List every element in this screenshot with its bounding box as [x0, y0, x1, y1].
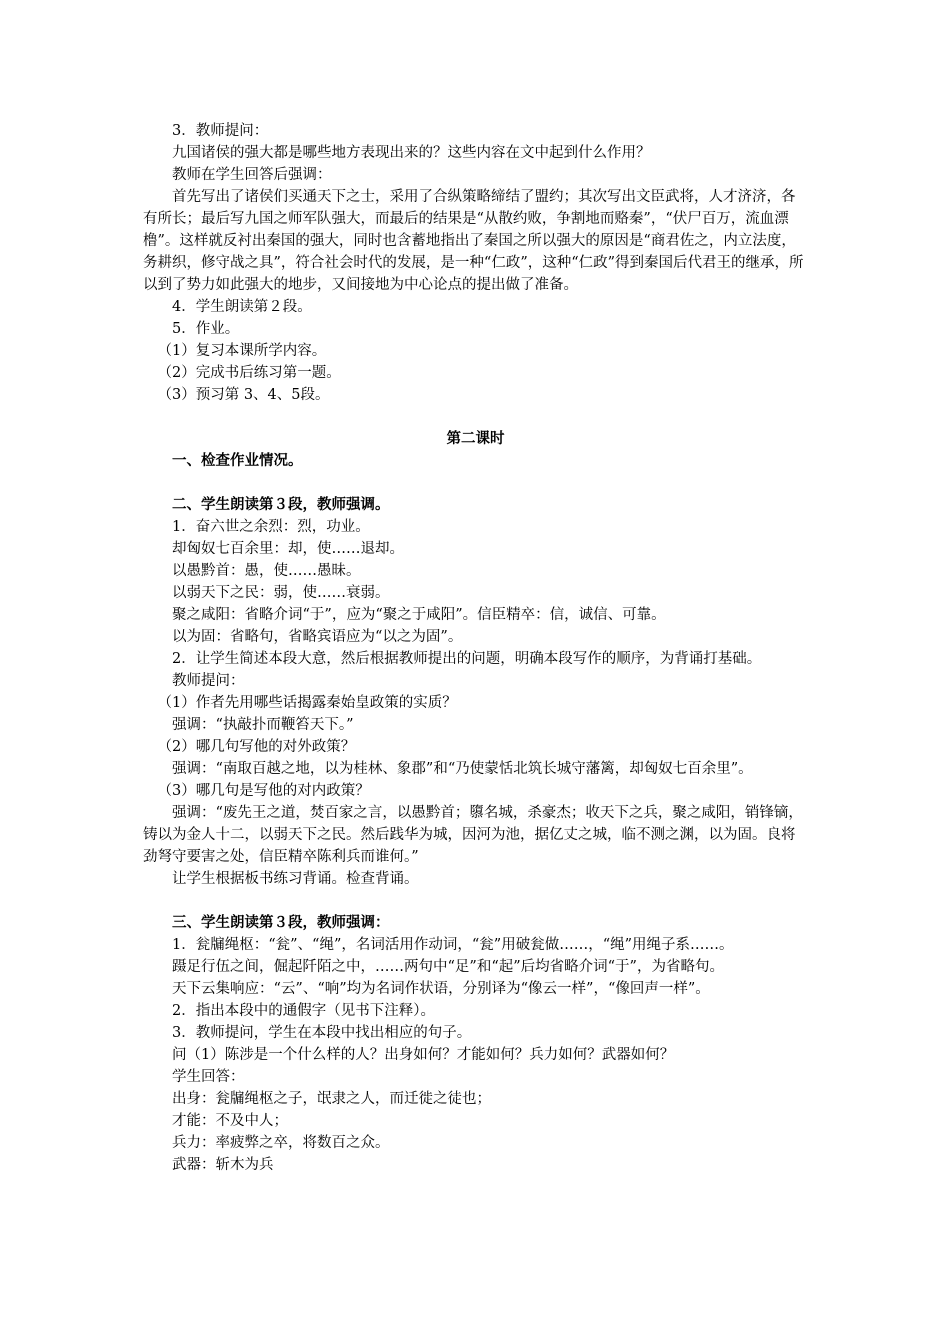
section-heading: 一、检查作业情况。 [172, 452, 303, 469]
paragraph: 1．瓮牖绳枢：“瓮”、“绳”，名词活用作动词，“瓮”用破瓮做……，“绳”用绳子系……。 [172, 937, 734, 953]
paragraph: 兵力：率疲弊之卒，将数百之众。 [172, 1135, 390, 1151]
paragraph: 才能：不及中人； [172, 1113, 288, 1129]
paragraph: （1）复习本课所学内容。 [157, 343, 327, 359]
paragraph: 聚之咸阳：省略介词“于”，应为“聚之于咸阳”。信臣精卒：信，诚信、可靠。 [172, 607, 666, 623]
paragraph: 教师在学生回答后强调： [172, 167, 332, 183]
document-body [143, 120, 808, 1176]
paragraph: 武器：斩木为兵 [172, 1157, 274, 1173]
paragraph: 问（1）陈涉是一个什么样的人？出身如何？才能如何？兵力如何？武器如何？ [172, 1047, 675, 1063]
paragraph: 2．指出本段中的通假字（见书下注释）。 [172, 1003, 435, 1019]
paragraph: 1．奋六世之余烈：烈，功业。 [172, 519, 370, 535]
paragraph: 蹑足行伍之间，倔起阡陌之中，……两句中“足”和“起”后均省略介词“于”，为省略句。 [172, 959, 724, 975]
paragraph: 5．作业。 [172, 321, 240, 337]
paragraph: 强调：“执敲扑而鞭笞天下。” [172, 717, 354, 733]
paragraph: 出身：瓮牖绳枢之子，氓隶之人，而迁徙之徒也； [172, 1091, 491, 1107]
section-heading: 三、学生朗读第３段，教师强调： [172, 914, 390, 931]
section-title: 第二课时 [446, 430, 505, 447]
paragraph: 3．教师提问，学生在本段中找出相应的句子。 [172, 1025, 472, 1041]
paragraph: 学生回答： [172, 1069, 245, 1085]
paragraph: 2．让学生简述本段大意，然后根据教师提出的问题，明确本段写作的顺序，为背诵打基础。 [172, 651, 762, 667]
paragraph: 教师提问： [172, 673, 245, 689]
paragraph: 3．教师提问： [172, 123, 269, 139]
paragraph: 以弱天下之民：弱，使……衰弱。 [172, 585, 390, 601]
paragraph: （3）预习第 3、4、5段。 [157, 387, 330, 403]
paragraph: （3）哪几句是写他的对内政策？ [157, 783, 370, 799]
paragraph: （1）作者先用哪些话揭露秦始皇政策的实质？ [157, 695, 457, 711]
paragraph: 首先写出了诸侯们买通天下之士，采用了合纵策略缔结了盟约；其次写出文臣武将，人才济济，各有所长；最后写九国之师军队强大，而最后的结果是“从散约败，争割地而赂秦”，“伏尸百万，流血漂橹”。这样就反衬出秦国的强大，同时也含蓄地指出了秦国之所以强大的原因是“商君佐之，内立法度，务耕织，修守战之具”，符合社会时代的发展，是一种“仁政”，这种“仁政”得到秦国后代君王的继承，所以到了势力如此强大的地步，又间接地为中心论点的提出做了准备。 [143, 189, 804, 293]
paragraph: 却匈奴七百余里：却，使……退却。 [172, 541, 404, 557]
section-heading: 二、学生朗读第３段，教师强调。 [172, 496, 390, 513]
paragraph: （2）完成书后练习第一题。 [157, 365, 341, 381]
paragraph: 强调：“废先王之道，焚百家之言，以愚黔首；隳名城，杀豪杰；收天下之兵，聚之咸阳，销锋镝，铸以为金人十二，以弱天下之民。然后践华为城，因河为池，据亿丈之城，临不测之渊，以为固。良将劲弩守要害之处，信臣精卒陈利兵而谁何。” [143, 805, 803, 865]
paragraph: 以为固：省略句，省略宾语应为“以之为固”。 [172, 629, 463, 645]
paragraph: 让学生根据板书练习背诵。检查背诵。 [172, 871, 419, 887]
paragraph: 以愚黔首：愚，使……愚昧。 [172, 563, 361, 579]
paragraph: 强调：“南取百越之地，以为桂林、象郡”和“乃使蒙恬北筑长城守藩篱，却匈奴七百余里”。 [172, 761, 753, 777]
paragraph: 九国诸侯的强大都是哪些地方表现出来的？这些内容在文中起到什么作用？ [172, 145, 651, 161]
paragraph: （2）哪几句写他的对外政策？ [157, 739, 356, 755]
paragraph: 4．学生朗读第２段。 [172, 299, 312, 315]
paragraph: 天下云集响应：“云”、“响”均为名词作状语，分别译为“像云一样”，“像回声一样”。 [172, 981, 710, 997]
